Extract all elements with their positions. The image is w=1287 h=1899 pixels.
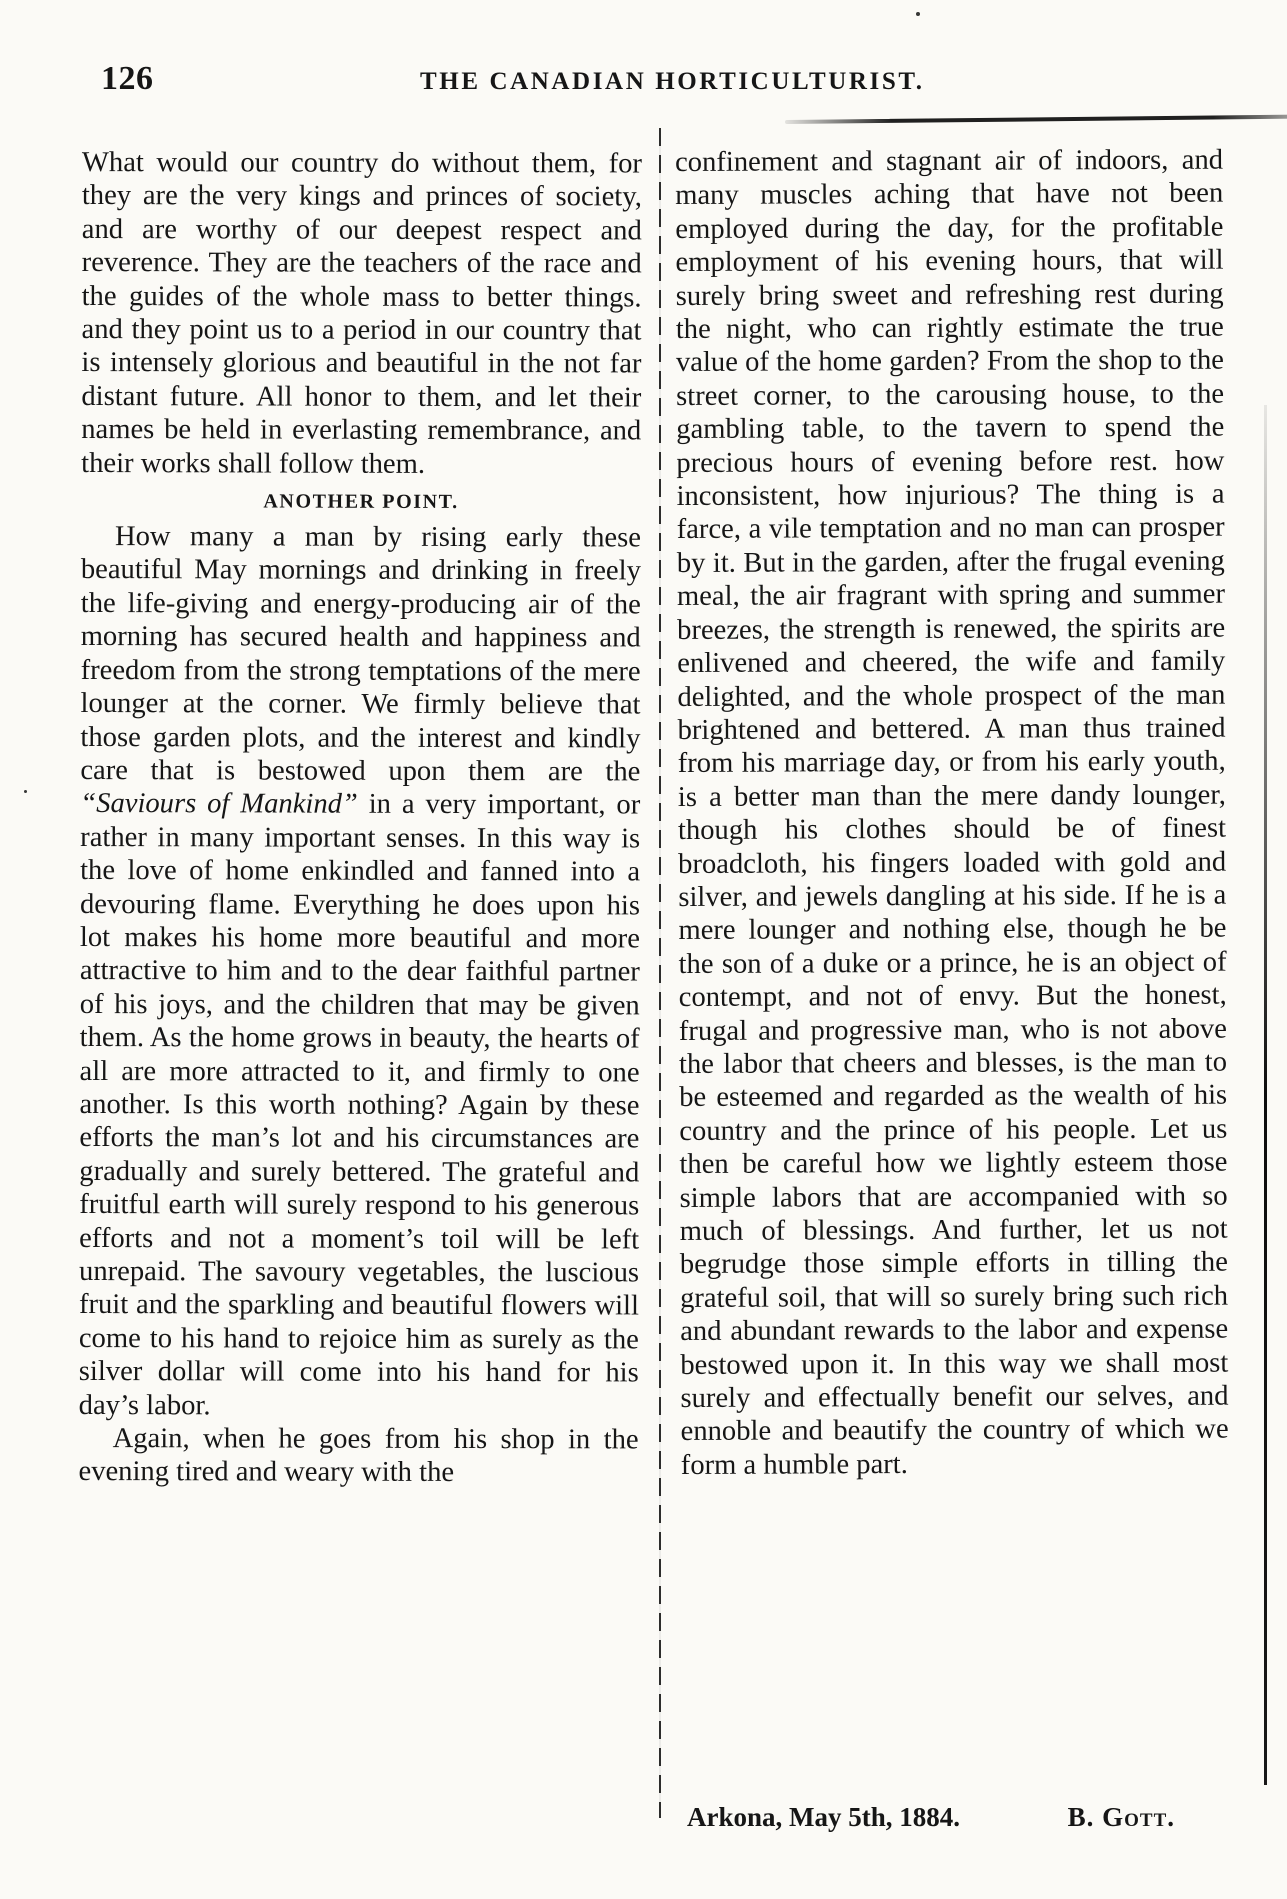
scan-page-edge	[1264, 405, 1267, 1785]
paragraph-text-before-emphasis: How many a man by rising early these beautiful May mornings and drinking in freely the life-giving and energy-producing air of the morning has secured health and happiness and freedom from the strong temptations of the mere lounger at the corner. We firmly believe that those garden plots, and the interest and kindly care that is bestowed upon them are the	[80, 521, 642, 788]
page-header	[95, 52, 1225, 122]
right-column	[675, 144, 1229, 1483]
scan-speck	[24, 790, 27, 793]
column-divider	[659, 128, 661, 1818]
evening-paragraph-start: Again, when he goes from his shop in the evening tired and weary with the	[78, 1423, 639, 1489]
another-point-paragraph	[79, 520, 641, 1423]
left-column	[78, 146, 642, 1490]
intro-paragraph: What would our country do without them, for they are the very kings and princes of society, and are worthy of our deepest respect and reverence. They are the teachers of the race and the guides of the whole mass to better things. and they point us to a period in our country that is intensely glorious and beautiful in the not far distant future. All honor to them, and let their names be held in everlasting remembrance, and their works shall follow them.	[81, 147, 642, 480]
signature-place-date: Arkona, May 5th, 1884.	[687, 1802, 961, 1832]
scan-speck	[916, 12, 920, 16]
header-rule	[785, 114, 1287, 124]
emphasized-phrase: “Saviours of Mankind”	[80, 788, 358, 821]
signature-author: B. Gott.	[1067, 1802, 1175, 1832]
page-number: 126	[101, 60, 154, 97]
evening-paragraph-continued: confinement and stagnant air of indoors, and many muscles aching that have not been employed during the day, for the profitable employment of his evening hours, that will surely bring sweet and refreshing rest during the night, who can rightly estimate the true value of the home garden? From the shop to the street corner, to the carousing house, to the gambling table, to the tavern to spend the precious hours of evening before rest. how inconsistent, how injurious? The thing is a farce, a vile temptation and no man can prosper by it. But in the garden, after the frugal evening meal, the air fragrant with spring and summer breezes, the strength is renewed, the spirits are enlivened and cheered, the wife and family delighted, and the whole prospect of the man brightened and bettered. A man thus trained from his marriage day, or from his early youth, is a better man than the mere dandy lounger, though his clothes should be of finest broadcloth, his fingers loaded with gold and silver, and jewels dangling at his side. If he is a mere lounger and nothing else, though he be the son of a duke or a prince, he is an object of contempt, and not of envy. But the honest, frugal and progressive man, who is not above the labor that cheers and blesses, is the man to be esteemed and regarded as the wealth of his country and the prince of his people. Let us then be careful how we lightly esteem those simple labors that are accompanied with so much of blessings. And further, let us not begrudge those simple efforts in tilling the grateful soil, that will so surely bring such rich and abundant rewards to the labor and expense bestowed upon it. In this way we shall most surely and effectually benefit our selves, and ennoble and beautify the country of which we form a humble part.	[675, 144, 1229, 1481]
running-head: THE CANADIAN HORTICULTURIST.	[420, 68, 925, 95]
section-heading: ANOTHER POINT.	[263, 490, 459, 514]
paragraph-text-after-emphasis: in a very important, or rather in many important senses. In this way is the love of home enkindled and fanned into a devouring flame. Everything he does upon his lot makes his home more beautiful and more attractive to him and to the dear faithful partner of his joys, and the children that may be given them. As the home grows in beauty, the hearts of all are more attracted to it, and firmly to one another. Is this worth nothing? Again by these efforts the man’s lot and his circumstances are gradually and surely bettered. The grateful and fruitful earth will surely respond to his generous efforts and not a moment’s toil will be left unrepaid. The savoury vegetables, the luscious fruit and the sparkling and beautiful flowers will come to his hand to rejoice him as surely as the silver dollar will come into his hand for his day’s labor.	[78, 789, 641, 1421]
